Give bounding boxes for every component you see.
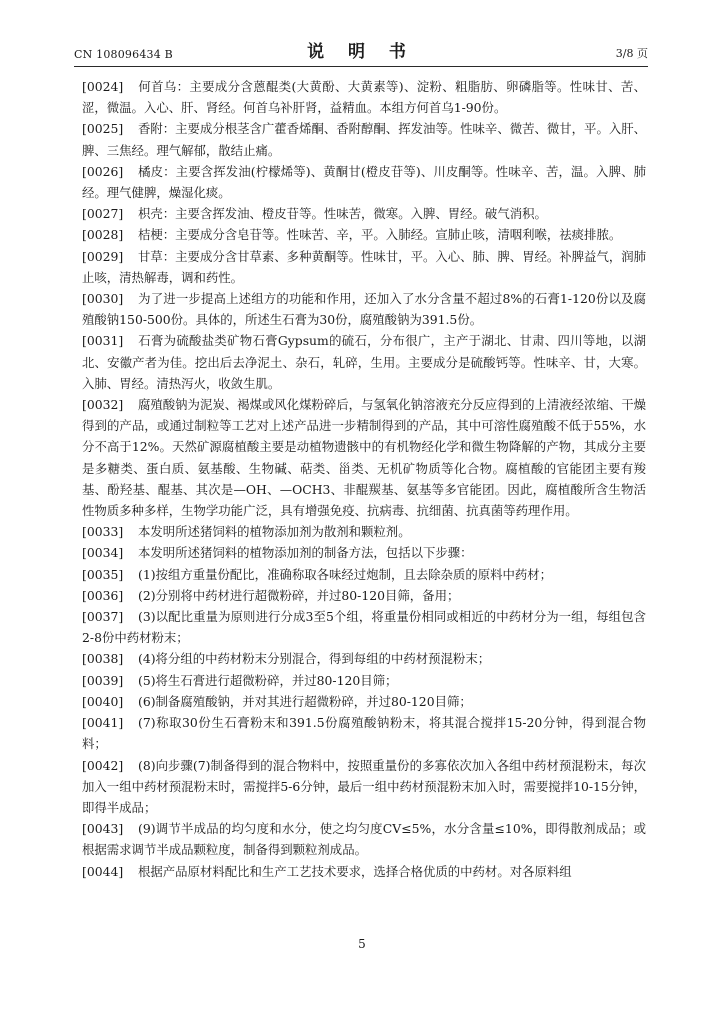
paragraph bbox=[82, 542, 646, 563]
paragraph-number: [0043] bbox=[82, 821, 124, 837]
paragraph-text: 腐殖酸钠为泥炭、褐煤或风化煤粉碎后，与氢氧化钠溶液充分反应得到的上清液经浓缩、干燥得到的产品，或通过制粒等工艺对上述产品进一步精制得到的产品，其中可溶性腐殖酸不低于55%，水分不高于12%。天然矿源腐植酸主要是动植物遗骸中的有机物经化学和微生物降解的产物，其成分主要是多糖类、蛋白质、氨基酸、生物碱、萜类、甾类、无机矿物质等化合物。腐植酸的官能团主要有羧基、酚羟基、醌基、其次是—OH、—OCH3、非醌羰基、氨基等多官能团。因此，腐植酸所含生物活性物质多种多样，生物学功能广泛，具有增强免疫、抗病毒、抗细菌、抗真菌等药理作用。 bbox=[82, 397, 647, 519]
paragraph bbox=[82, 224, 646, 245]
paragraph-text: (5)将生石膏进行超微粉碎，并过80-120目筛； bbox=[138, 672, 398, 688]
paragraph bbox=[82, 118, 646, 160]
paragraph bbox=[82, 818, 646, 860]
paragraph-number: [0024] bbox=[82, 79, 124, 94]
paragraph-number: [0038] bbox=[82, 651, 124, 667]
paragraph-text: 橘皮：主要含挥发油(柠檬烯等)、黄酮甘(橙皮苷等)、川皮酮等。性味辛、苦，温。入脾、肺经。理气健脾，燥湿化痰。 bbox=[82, 163, 646, 201]
paragraph-text: 为了进一步提高上述组方的功能和作用，还加入了水分含量不超过8%的石膏1-120份以及腐殖酸钠150-500份。具体的，所述生石膏为30份，腐殖酸钠为391.5份。 bbox=[82, 291, 646, 328]
paragraph bbox=[82, 712, 646, 754]
paragraph bbox=[82, 606, 646, 648]
paragraph bbox=[82, 648, 646, 669]
paragraph-text: 香附：主要成分根茎含广藿香烯酮、香附醇酮、挥发油等。性味辛、微苦、微甘，平。入肝、脾、三焦经。理气解郁，散结止痛。 bbox=[82, 121, 647, 158]
document-title: 说 明 书 bbox=[307, 42, 415, 62]
paragraph-number: [0025] bbox=[82, 121, 124, 137]
paragraph bbox=[82, 670, 646, 691]
paragraph-text: (8)向步骤(7)制备得到的混合物料中，按照重量份的多寡依次加入各组中药材预混粉末，每次加入一组中药材预混粉末时，需搅拌5-6分钟，最后一组中药材预混粉末加入时，需要搅拌10-15分钟，即得半成品； bbox=[82, 757, 646, 815]
paragraph-text: 枳壳：主要含挥发油、橙皮苷等。性味苦，微寒。入脾、胃经。破气消积。 bbox=[138, 206, 547, 222]
document-body bbox=[82, 76, 646, 882]
paragraph-text: 本发明所述猪饲料的植物添加剂为散剂和颗粒剂。 bbox=[138, 524, 411, 540]
page-number: 5 bbox=[358, 937, 366, 951]
patent-number: CN 108096434 B bbox=[74, 48, 173, 61]
paragraph bbox=[82, 161, 646, 203]
paragraph-number: [0040] bbox=[82, 693, 124, 709]
paragraph bbox=[82, 246, 646, 288]
paragraph-text: 石膏为硫酸盐类矿物石膏Gypsum的硫石，分布很广，主产于湖北、甘肃、四川等地，以湖北、安徽产者为佳。挖出后去净泥土、杂石，轧碎，生用。主要成分是硫酸钙等。性味辛、甘，大寒。入肺、胃经。清热泻火，收敛生肌。 bbox=[82, 333, 646, 391]
paragraph-number: [0036] bbox=[82, 587, 124, 603]
paragraph-text: 甘草：主要成分含甘草素、多种黄酮等。性味甘，平。入心、肺、脾、胃经。补脾益气，润肺止咳，清热解毒，调和药性。 bbox=[82, 248, 647, 285]
paragraph-number: [0029] bbox=[82, 248, 124, 264]
paragraph-text: (7)称取30份生石膏粉末和391.5份腐殖酸钠粉末，将其混合搅拌15-20分钟，得到混合物料； bbox=[82, 715, 646, 752]
paragraph-text: 本发明所述猪饲料的植物添加剂的制备方法，包括以下步骤： bbox=[138, 545, 473, 561]
paragraph-number: [0044] bbox=[82, 863, 124, 879]
paragraph bbox=[82, 691, 646, 712]
paragraph-number: [0035] bbox=[82, 566, 124, 582]
paragraph-number: [0041] bbox=[82, 715, 124, 731]
paragraph-text: 桔梗：主要成分含皂苷等。性味苦、辛，平。入肺经。宣肺止咳，清咽利喉，祛痰排脓。 bbox=[138, 227, 622, 243]
paragraph-number: [0033] bbox=[82, 524, 124, 540]
paragraph-number: [0030] bbox=[82, 291, 124, 307]
paragraph bbox=[82, 203, 646, 224]
paragraph-number: [0027] bbox=[82, 206, 124, 222]
paragraph-text: (4)将分组的中药材粉末分别混合，得到每组的中药材预混粉末； bbox=[138, 651, 491, 667]
page-indicator: 3/8 页 bbox=[615, 47, 648, 60]
paragraph bbox=[82, 585, 646, 606]
paragraph-text: (1)按组方重量份配比，准确称取各味经过炮制，且去除杂质的原料中药材； bbox=[138, 566, 553, 582]
paragraph bbox=[82, 394, 646, 521]
paragraph-number: [0039] bbox=[82, 672, 124, 688]
paragraph bbox=[82, 861, 646, 882]
paragraph-text: (6)制备腐殖酸钠，并对其进行超微粉碎，并过80-120目筛； bbox=[138, 693, 472, 709]
paragraph-number: [0026] bbox=[82, 163, 124, 179]
paragraph-number: [0031] bbox=[82, 333, 124, 349]
paragraph-number: [0028] bbox=[82, 227, 124, 243]
paragraph-text: 根据产品原材料配比和生产工艺技术要求，选择合格优质的中药材。对各原料组 bbox=[138, 863, 572, 879]
paragraph bbox=[82, 564, 646, 585]
paragraph-text: (2)分别将中药材进行超微粉碎，并过80-120目筛，备用； bbox=[138, 587, 460, 603]
paragraph bbox=[82, 755, 646, 819]
paragraph bbox=[82, 330, 646, 394]
paragraph-number: [0042] bbox=[82, 757, 124, 773]
paragraph bbox=[82, 288, 646, 330]
paragraph-number: [0034] bbox=[82, 545, 124, 561]
paragraph-number: [0032] bbox=[82, 397, 124, 413]
paragraph-number: [0037] bbox=[82, 609, 124, 625]
paragraph bbox=[82, 521, 646, 542]
page-header bbox=[74, 34, 648, 67]
paragraph-text: 何首乌：主要成分含蒽醌类(大黄酚、大黄素等)、淀粉、粗脂肪、卵磷脂等。性味甘、苦、涩，微温。入心、肝、肾经。何首乌补肝肾，益精血。本组方何首乌1-90份。 bbox=[82, 79, 646, 116]
paragraph bbox=[82, 76, 646, 118]
paragraph-text: (9)调节半成品的均匀度和水分，使之均匀度CV≤5%，水分含量≤10%，即得散剂成品；或根据需求调节半成品颗粒度，制备得到颗粒剂成品。 bbox=[82, 821, 646, 858]
paragraph-text: (3)以配比重量为原则进行分成3至5个组，将重量份相同或相近的中药材分为一组，每组包含2-8份中药材粉末； bbox=[82, 609, 646, 646]
